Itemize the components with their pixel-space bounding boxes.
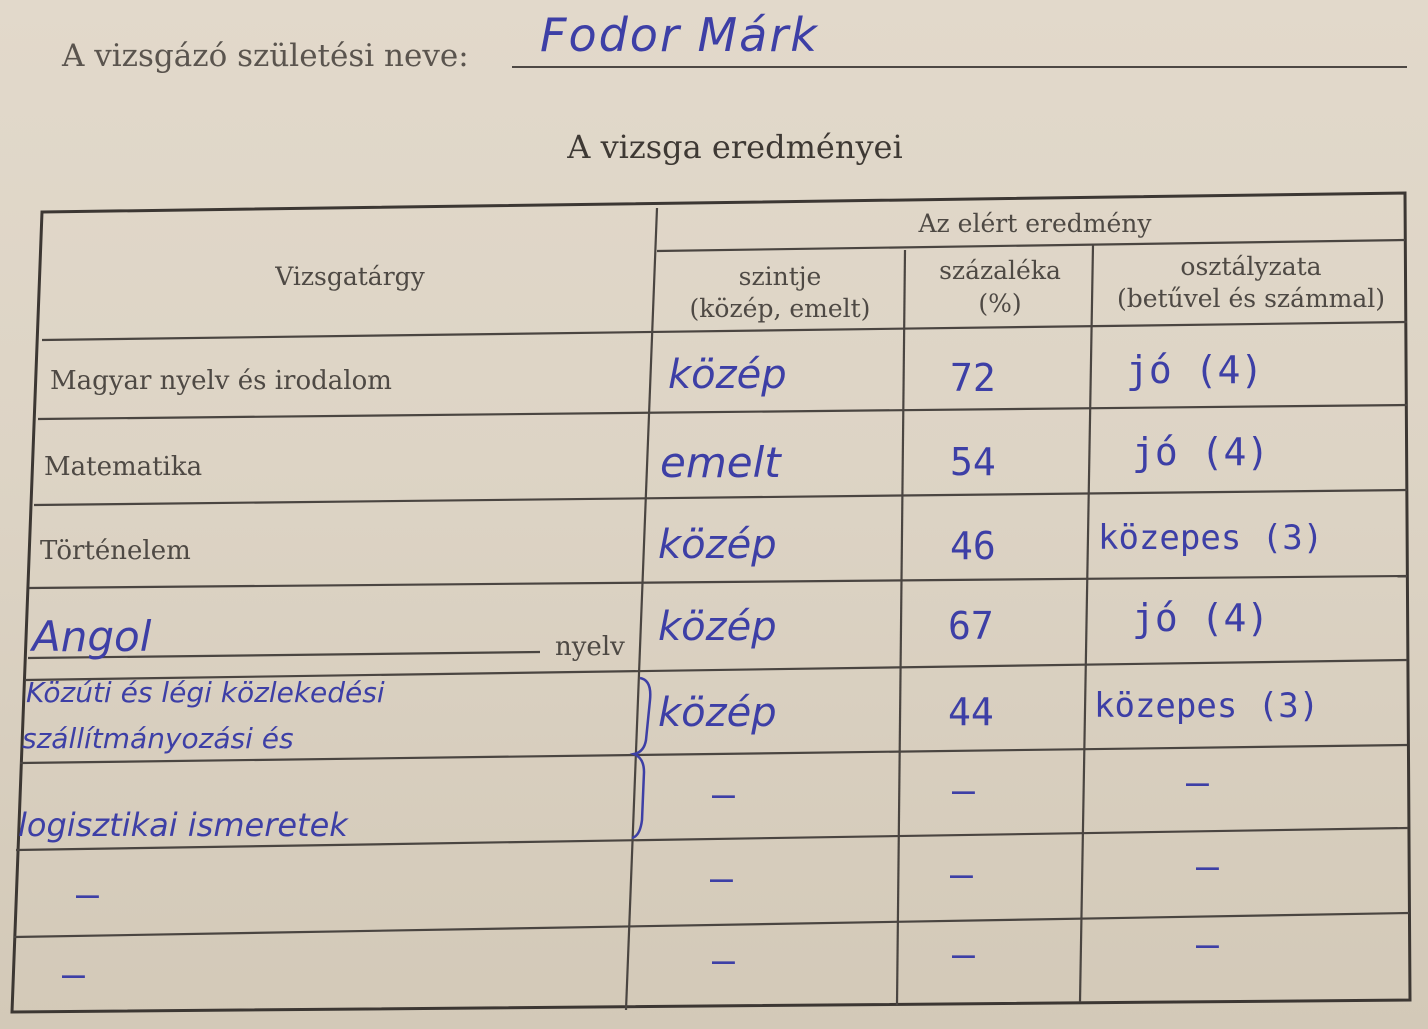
row-5-grade: közepes (3) [1094,686,1320,726]
row-5-subject-line-3: logisztikai ismeretek [18,806,348,844]
row-7-percent: — [950,852,973,896]
row-6-grade: — [1186,760,1209,804]
row-line-2 [34,490,1407,505]
row-2-level: emelt [660,438,781,487]
row-1-level: közép [668,352,787,398]
header-percent: százaléka [939,256,1061,285]
row-6-level: — [712,772,735,816]
row-1-percent: 72 [950,356,996,400]
row-line-3 [29,576,1407,588]
row-8-subject: — [62,952,85,996]
row-line-1 [38,405,1407,419]
row-2-subject: Matematika [44,452,203,482]
divider-subject-results [626,208,657,1010]
header-level: szintje [738,262,822,291]
header-percent-hint: (%) [978,289,1022,318]
row-4-percent: 67 [948,604,994,648]
header-result-group: Az elért eredmény [918,209,1152,238]
header-grade-hint: (betűvel és számmal) [1116,284,1386,313]
row-1-subject: Magyar nyelv és irodalom [50,366,392,396]
row-8-grade: — [1196,922,1219,966]
row-4-level: közép [658,604,777,650]
header-group-underline [657,240,1405,251]
row-5-level: közép [658,690,777,736]
row-4-subject: Angol [32,612,152,661]
divider-level-percent [897,250,905,1005]
row-7-subject: — [76,872,99,916]
row-4-language-suffix: nyelv [555,632,625,662]
divider-percent-grade [1080,245,1093,1002]
header-subject: Vizsgatárgy [275,262,425,291]
header-grade: osztályzata [1180,252,1322,281]
row-7-grade: — [1196,844,1219,888]
candidate-name-value: Fodor Márk [540,8,819,62]
row-3-percent: 46 [950,524,996,568]
row-3-level: közép [658,522,777,568]
header-bottom-line [42,322,1407,340]
row-7-level: — [710,856,733,900]
row-8-percent: — [952,932,975,976]
row-2-grade: jó (4) [1132,430,1270,474]
row-3-grade: közepes (3) [1098,518,1324,558]
candidate-name-label: A vizsgázó születési neve: [62,38,469,74]
header-level-hint: (közép, emelt) [689,294,871,323]
section-title: A vizsga eredményei [567,128,903,166]
row-8-level: — [712,938,735,982]
row-4-grade: jó (4) [1132,596,1270,640]
row-6-percent: — [952,768,975,812]
row-5-subject-line-1: Közúti és légi közlekedési [26,676,385,709]
row-2-percent: 54 [950,440,996,484]
row-5-percent: 44 [948,690,994,734]
row-5-subject-line-2: szállítmányozási és [22,722,294,755]
row-1-grade: jó (4) [1126,348,1264,392]
row-3-subject: Történelem [40,536,191,566]
